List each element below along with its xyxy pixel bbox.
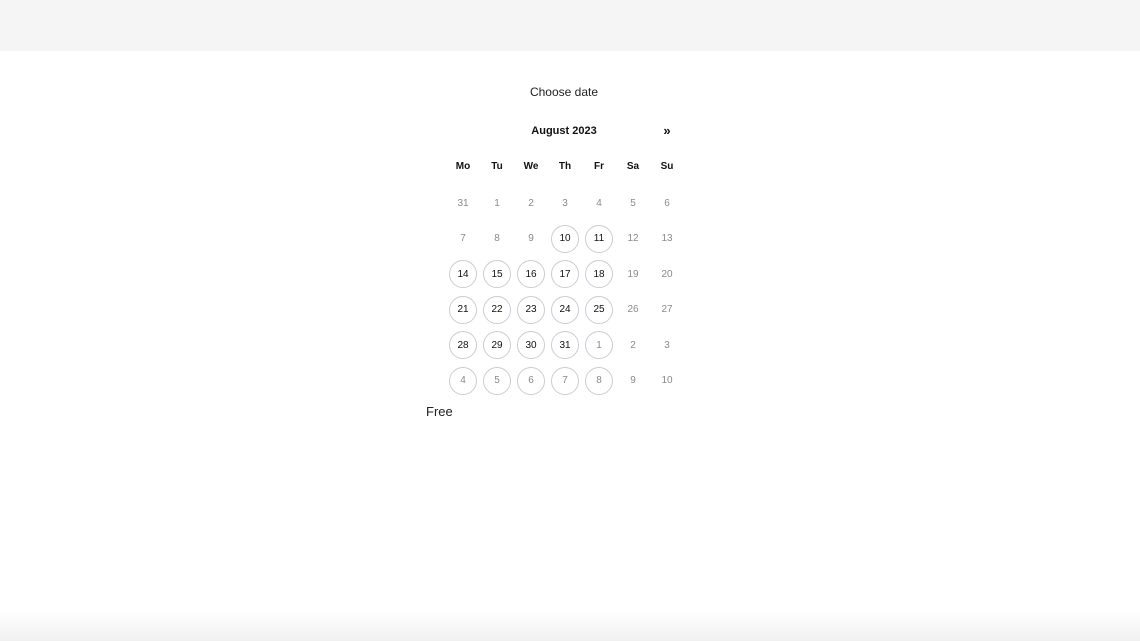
top-bar xyxy=(0,0,1140,51)
day-cell: 20 xyxy=(661,268,673,280)
day-cell: 13 xyxy=(661,233,673,244)
day-button-available[interactable]: 10 xyxy=(551,225,579,253)
bottom-shadow xyxy=(0,611,1140,641)
day-button-available[interactable]: 30 xyxy=(517,331,545,359)
day-cell: 2 xyxy=(528,197,534,209)
day-button-available[interactable]: 5 xyxy=(483,367,511,395)
day-button-available[interactable]: 31 xyxy=(551,331,579,359)
day-cell: 5 xyxy=(630,197,636,209)
day-button-available[interactable]: 29 xyxy=(483,331,511,359)
weekday-label: Su xyxy=(660,161,674,172)
day-button-available[interactable]: 17 xyxy=(551,260,579,288)
day-button-available[interactable]: 1 xyxy=(585,331,613,359)
day-cell: 9 xyxy=(630,375,636,386)
day-button-available[interactable]: 22 xyxy=(483,296,511,324)
day-cell: 8 xyxy=(494,233,500,244)
weekday-label: Sa xyxy=(626,161,640,172)
day-button-available[interactable]: 4 xyxy=(449,367,477,395)
next-month-button[interactable]: » xyxy=(663,123,671,138)
weekday-label: We xyxy=(523,161,539,172)
month-label: August 2023 xyxy=(531,125,597,137)
day-cell: 4 xyxy=(596,197,602,209)
day-cell: 31 xyxy=(457,197,469,209)
day-button-available[interactable]: 6 xyxy=(517,367,545,395)
day-cell: 3 xyxy=(562,197,568,209)
weekday-label: Tu xyxy=(491,161,503,172)
day-cell: 27 xyxy=(661,304,673,315)
day-cell: 26 xyxy=(627,304,639,315)
date-picker xyxy=(416,68,712,432)
day-button-available[interactable]: 24 xyxy=(551,296,579,324)
day-button-available[interactable]: 8 xyxy=(585,367,613,395)
day-cell: 12 xyxy=(627,233,639,244)
weekday-label: Th xyxy=(558,161,572,172)
day-button-available[interactable]: 14 xyxy=(449,260,477,288)
day-button-available[interactable]: 16 xyxy=(517,260,545,288)
day-grid xyxy=(446,188,682,408)
weekday-label: Mo xyxy=(455,161,471,172)
availability-status: Free xyxy=(426,404,453,419)
day-cell: 6 xyxy=(664,197,670,209)
day-cell: 10 xyxy=(661,375,673,386)
day-cell: 9 xyxy=(528,233,534,244)
day-cell: 7 xyxy=(460,233,466,244)
day-button-available[interactable]: 15 xyxy=(483,260,511,288)
day-button-available[interactable]: 25 xyxy=(585,296,613,324)
day-button-available[interactable]: 23 xyxy=(517,296,545,324)
day-button-available[interactable]: 11 xyxy=(585,225,613,253)
day-button-available[interactable]: 7 xyxy=(551,367,579,395)
weekday-label: Fr xyxy=(594,161,604,172)
day-button-available[interactable]: 21 xyxy=(449,296,477,324)
day-cell: 3 xyxy=(664,339,670,351)
day-button-available[interactable]: 28 xyxy=(449,331,477,359)
weekday-header xyxy=(446,161,682,175)
day-cell: 2 xyxy=(630,339,636,351)
day-cell: 19 xyxy=(627,268,639,280)
day-cell: 1 xyxy=(494,197,500,209)
day-button-available[interactable]: 18 xyxy=(585,260,613,288)
picker-title: Choose date xyxy=(529,85,599,99)
